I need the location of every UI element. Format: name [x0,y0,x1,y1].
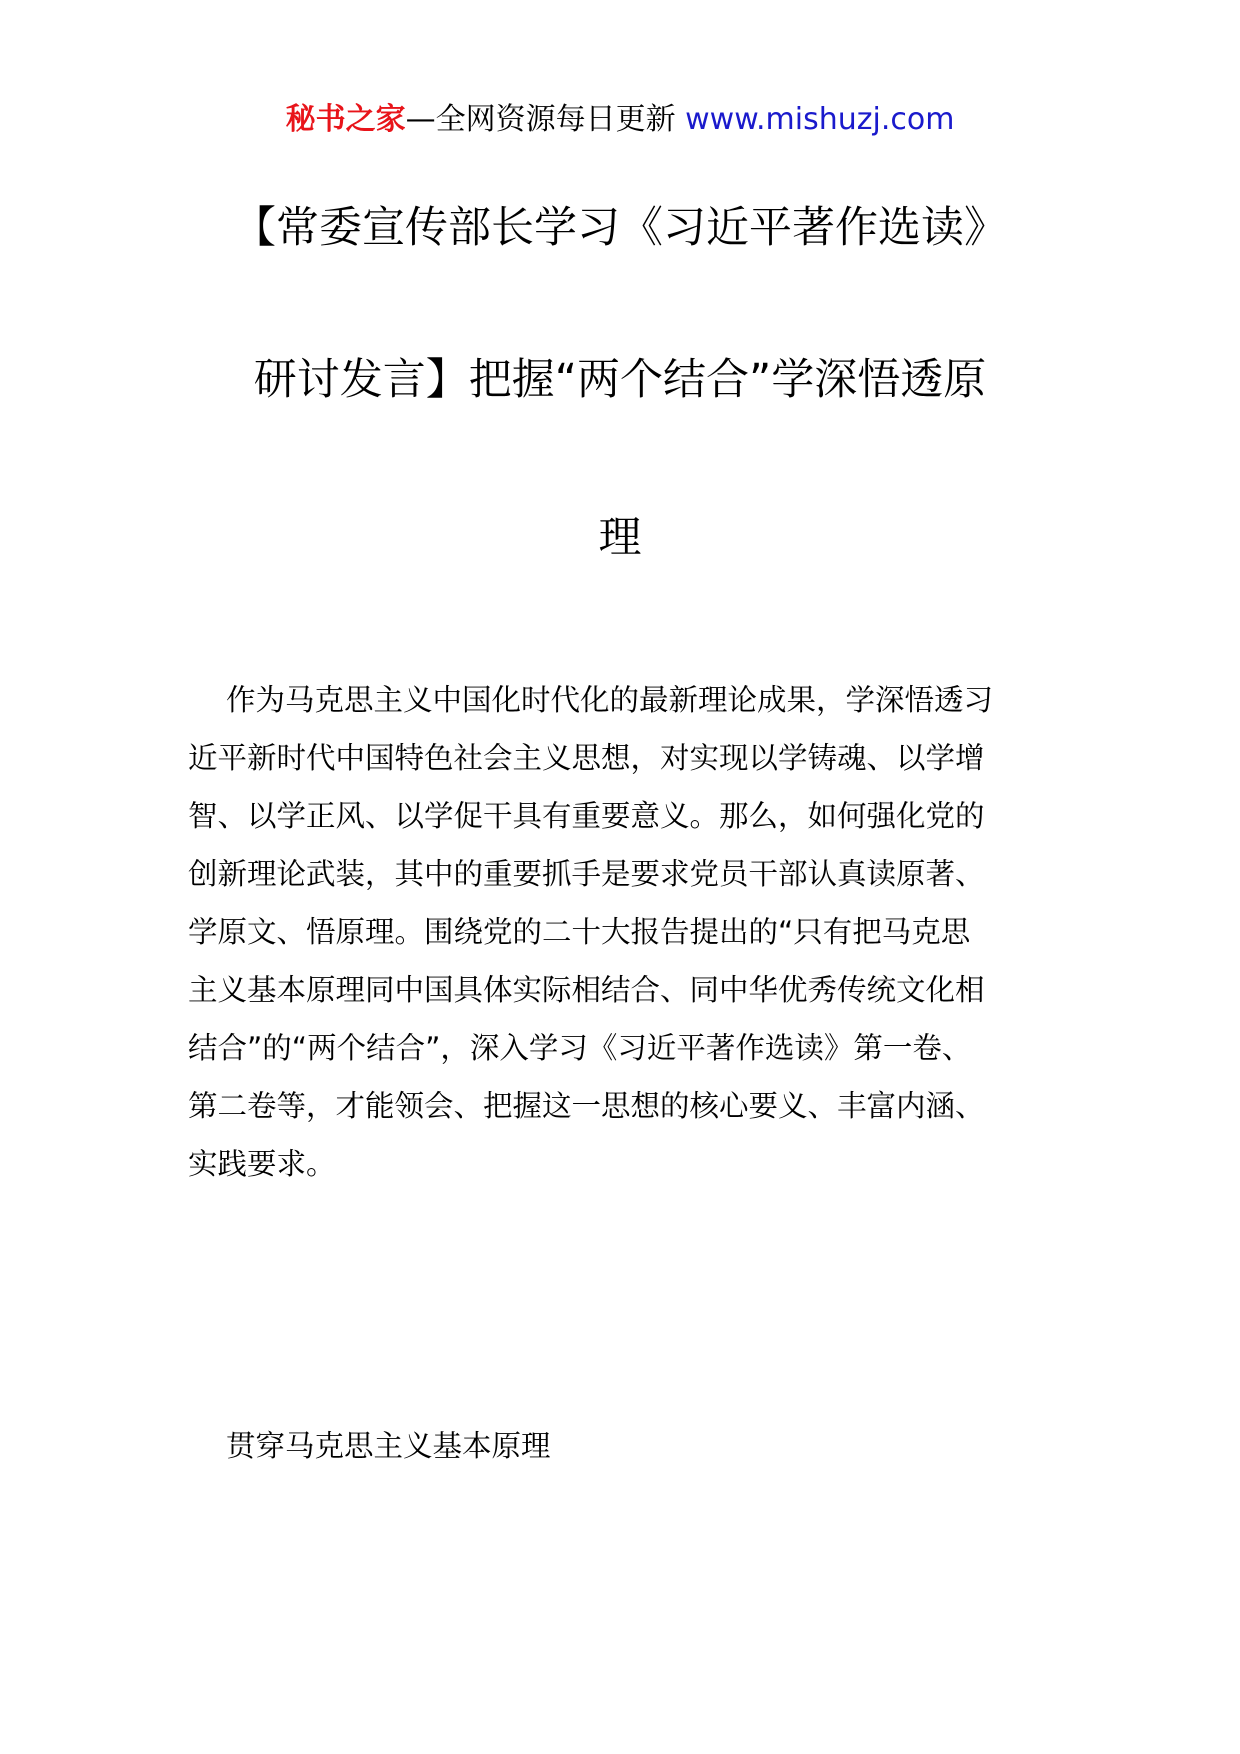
document-title-line-3: 理 [598,513,642,563]
paragraph-line: 近平新时代中国特色社会主义思想，对实现以学铸魂、以学增 [188,741,985,775]
paragraph-line: 智、以学正风、以学促干具有重要意义。那么，如何强化党的 [188,799,985,833]
paragraph-line: 实践要求。 [188,1147,336,1181]
document-title-line-1: 【常委宣传部长学习《习近平著作选读》 [233,203,1007,253]
paragraph-line: 作为马克思主义中国化时代化的最新理论成果，学深悟透习 [226,683,994,717]
header-tagline: —全网资源每日更新 [405,102,686,137]
document-title-line-2: 研讨发言】把握“两个结合”学深悟透原 [253,355,987,405]
brand-name: 秘书之家 [285,102,406,137]
paragraph-line: 第二卷等，才能领会、把握这一思想的核心要义、丰富内涵、 [188,1089,985,1123]
paragraph-line: 创新理论武装，其中的重要抓手是要求党员干部认真读原著、 [188,857,985,891]
paragraph-line: 主义基本原理同中国具体实际相结合、同中华优秀传统文化相 [188,973,985,1007]
paragraph-line: 结合”的“两个结合”，深入学习《习近平著作选读》第一卷、 [188,1031,972,1065]
section-heading: 贯穿马克思主义基本原理 [226,1429,551,1463]
paragraph-line: 学原文、悟原理。围绕党的二十大报告提出的“只有把马克思 [188,915,971,949]
site-header [0,100,1240,140]
site-url-link[interactable]: www.mishuzj.com [685,102,955,137]
